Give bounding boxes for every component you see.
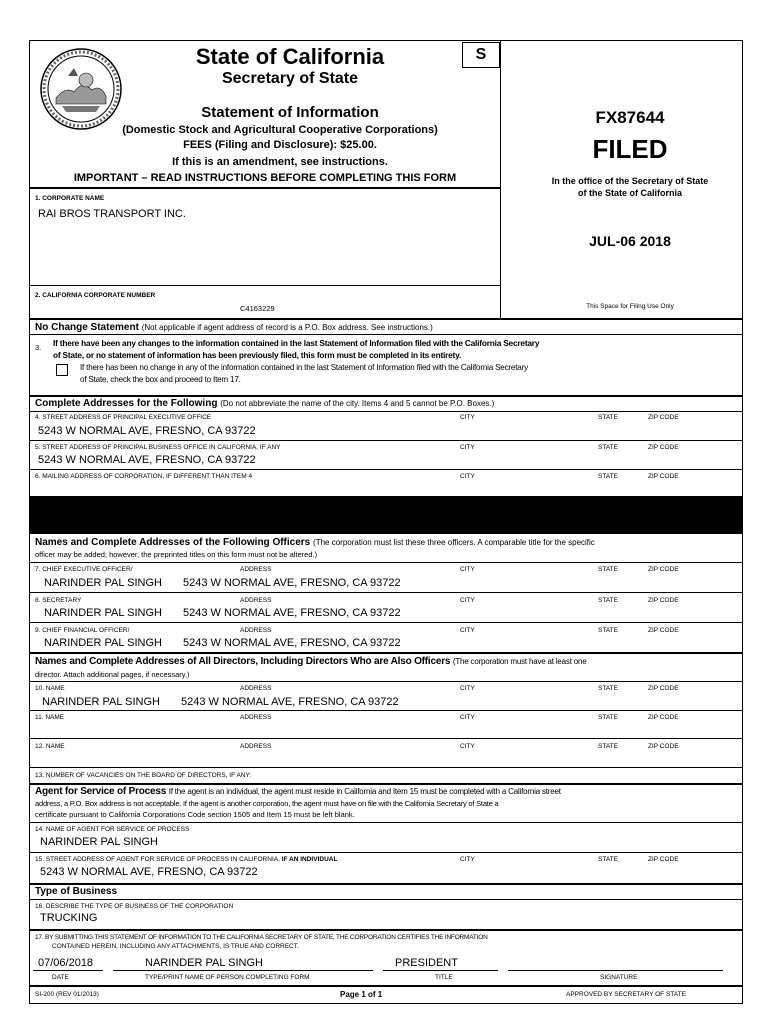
agent-title: Agent for Service of Process If the agent is an individual, the agent must reside in California and Item 15 must be completed with a California street — [35, 786, 561, 797]
redaction-bar — [29, 496, 743, 534]
state-seal-icon — [38, 46, 124, 132]
item-10-city-label: CITY — [460, 685, 475, 692]
no-change-check-line1: If there has been no change in any of the information contained in the last Statement of Information filed with the California Secretary — [80, 363, 528, 372]
item-8-state-label: STATE — [598, 597, 618, 604]
signature-label: SIGNATURE — [600, 974, 638, 981]
item-4-value: 5243 W NORMAL AVE, FRESNO, CA 93722 — [38, 425, 256, 437]
corporate-name-value: RAI BROS TRANSPORT INC. — [38, 208, 186, 220]
corporate-number-value: C4163229 — [240, 304, 275, 313]
no-change-title: No Change Statement (Not applicable if agent address of record is a P.O. Box address. See instructions.) — [35, 322, 433, 333]
item-7-name: NARINDER PAL SINGH — [44, 577, 162, 589]
item-8-label: 8. SECRETARY — [35, 597, 82, 604]
item-7-city-label: CITY — [460, 566, 475, 573]
filing-office-line1: In the office of the Secretary of State — [551, 176, 709, 186]
filing-space-note: This Space for Filing Use Only — [586, 303, 674, 310]
item-4-label: 4. STREET ADDRESS OF PRINCIPAL EXECUTIVE OFFICE — [35, 414, 212, 421]
item-5-value: 5243 W NORMAL AVE, FRESNO, CA 93722 — [38, 454, 256, 466]
item-14-value: NARINDER PAL SINGH — [40, 836, 158, 848]
no-change-checkbox[interactable] — [56, 364, 68, 376]
no-change-check-line2: of State, check the box and proceed to Item 17. — [80, 375, 241, 384]
signature-date: 07/06/2018 — [38, 957, 94, 969]
item-12-address-label: ADDRESS — [240, 743, 272, 750]
approved-line: APPROVED BY SECRETARY OF STATE — [566, 991, 686, 998]
filing-date: JUL-06 2018 — [589, 233, 671, 249]
agent-note3: certificate pursuant to California Corporations Code section 1505 and Item 15 must be left blank. — [35, 810, 355, 819]
item-10-state-label: STATE — [598, 685, 618, 692]
item-7-address-label: ADDRESS — [240, 566, 272, 573]
item-9-zip-label: ZIP CODE — [648, 627, 679, 634]
item-11-city-label: CITY — [460, 714, 475, 721]
item-5-city-label: CITY — [460, 444, 475, 451]
item-6-city-label: CITY — [460, 473, 475, 480]
signature-title: PRESIDENT — [395, 957, 458, 969]
item-9-address: 5243 W NORMAL AVE, FRESNO, CA 93722 — [183, 637, 401, 649]
item-7-state-label: STATE — [598, 566, 618, 573]
item-13-label: 13. NUMBER OF VACANCIES ON THE BOARD OF DIRECTORS, IF ANY: — [35, 772, 252, 779]
business-title: Type of Business — [35, 886, 118, 897]
form-heading: Statement of Information — [201, 104, 379, 121]
item-8-zip-label: ZIP CODE — [648, 597, 679, 604]
item-12-label: 12. NAME — [35, 743, 65, 750]
item-9-address-label: ADDRESS — [240, 627, 272, 634]
filing-number: FX87644 — [595, 108, 665, 127]
item-15-value: 5243 W NORMAL AVE, FRESNO, CA 93722 — [40, 866, 258, 878]
form-code-box: S — [462, 42, 500, 68]
item-9-label: 9. CHIEF FINANCIAL OFFICER/ — [35, 627, 130, 634]
item-9-city-label: CITY — [460, 627, 475, 634]
item-6-label: 6. MAILING ADDRESS OF CORPORATION, IF DIFFERENT THAN ITEM 4 — [35, 473, 253, 480]
signature-name: NARINDER PAL SINGH — [145, 957, 263, 969]
filed-stamp: FILED — [592, 134, 668, 164]
item-12-city-label: CITY — [460, 743, 475, 750]
no-change-line1: If there have been any changes to the information contained in the last Statement of Information filed with the California Secretary — [53, 338, 540, 348]
form-id: SI-200 (REV 01/2013) — [35, 991, 99, 998]
item-11-label: 11. NAME — [35, 714, 65, 721]
item-6-state-label: STATE — [598, 473, 618, 480]
item-6-zip-label: ZIP CODE — [648, 473, 679, 480]
item-10-address: 5243 W NORMAL AVE, FRESNO, CA 93722 — [181, 696, 399, 708]
item-4-state-label: STATE — [598, 414, 618, 421]
item-15-state-label: STATE — [598, 856, 618, 863]
item-14-label: 14. NAME OF AGENT FOR SERVICE OF PROCESS — [35, 826, 190, 833]
item-5-state-label: STATE — [598, 444, 618, 451]
item-15-label: 15. STREET ADDRESS OF AGENT FOR SERVICE OF PROCESS IN CALIFORNIA, IF AN INDIVIDUAL — [35, 856, 338, 863]
item-16-label: 16. DESCRIBE THE TYPE OF BUSINESS OF THE CORPORATION — [35, 903, 234, 910]
page-number: Page 1 of 1 — [340, 990, 383, 999]
fees-line: FEES (Filing and Disclosure): $25.00. — [183, 139, 377, 151]
item-7-zip-label: ZIP CODE — [648, 566, 679, 573]
addresses-title: Complete Addresses for the Following (Do not abbreviate the name of the city. Items 4 and 5 cannot be P.O. Boxes.) — [35, 398, 495, 409]
name-label: TYPE/PRINT NAME OF PERSON COMPLETING FORM — [145, 974, 310, 981]
corporate-name-label: 1. CORPORATE NAME — [35, 195, 105, 202]
page-title: State of California — [195, 44, 385, 69]
item-5-zip-label: ZIP CODE — [648, 444, 679, 451]
item-8-name: NARINDER PAL SINGH — [44, 607, 162, 619]
item-11-state-label: STATE — [598, 714, 618, 721]
item-10-label: 10. NAME — [35, 685, 65, 692]
item-17-statement1: 17. BY SUBMITTING THIS STATEMENT OF INFORMATION TO THE CALIFORNIA SECRETARY OF STATE, THE CORPORATION CERTIFIES THE INFORMATION — [35, 934, 488, 941]
officers-note2: officer may be added; however, the preprinted titles on this form must not be altered.) — [35, 550, 318, 559]
item-9-state-label: STATE — [598, 627, 618, 634]
item-8-address-label: ADDRESS — [240, 597, 272, 604]
item-11-address-label: ADDRESS — [240, 714, 272, 721]
title-label: TITLE — [435, 974, 453, 981]
item-5-label: 5. STREET ADDRESS OF PRINCIPAL BUSINESS OFFICE IN CALIFORNIA, IF ANY — [35, 444, 281, 451]
item-8-address: 5243 W NORMAL AVE, FRESNO, CA 93722 — [183, 607, 401, 619]
item-11-zip-label: ZIP CODE — [648, 714, 679, 721]
item-4-city-label: CITY — [460, 414, 475, 421]
corporate-number-label: 2. CALIFORNIA CORPORATE NUMBER — [35, 292, 156, 299]
item-4-zip-label: ZIP CODE — [648, 414, 679, 421]
item-12-zip-label: ZIP CODE — [648, 743, 679, 750]
item-15-city-label: CITY — [460, 856, 475, 863]
officers-title: Names and Complete Addresses of the Following Officers (The corporation must list these three officers. A comparable title for the specific — [35, 537, 595, 548]
form-subheading: (Domestic Stock and Agricultural Cooperative Corporations) — [122, 124, 438, 136]
item-9-name: NARINDER PAL SINGH — [44, 637, 162, 649]
item-7-address: 5243 W NORMAL AVE, FRESNO, CA 93722 — [183, 577, 401, 589]
item-10-address-label: ADDRESS — [240, 685, 272, 692]
agent-note2: address, a P.O. Box address is not acceptable. If the agent is another corporation, the agent must have on file with the California Secretary of State a — [35, 799, 499, 808]
date-label: DATE — [52, 974, 69, 981]
item-7-label: 7. CHIEF EXECUTIVE OFFICER/ — [35, 566, 133, 573]
item-3-number: 3. — [35, 343, 42, 352]
item-15-zip-label: ZIP CODE — [648, 856, 679, 863]
item-12-state-label: STATE — [598, 743, 618, 750]
important-line: IMPORTANT – READ INSTRUCTIONS BEFORE COMPLETING THIS FORM — [73, 172, 457, 184]
item-8-city-label: CITY — [460, 597, 475, 604]
page-subtitle: Secretary of State — [221, 70, 359, 87]
item-10-name: NARINDER PAL SINGH — [42, 696, 160, 708]
amendment-line: If this is an amendment, see instructions. — [172, 156, 388, 168]
item-10-zip-label: ZIP CODE — [648, 685, 679, 692]
directors-title: Names and Complete Addresses of All Directors, Including Directors Who are Also Officers (The corporation must have at least one — [35, 656, 587, 667]
no-change-line2: of State, or no statement of information has been previously filed, this form must be completed in its entirety. — [53, 350, 462, 360]
directors-note2: director. Attach additional pages, if necessary.) — [35, 670, 190, 679]
filing-office-line2: of the State of California — [577, 188, 682, 198]
item-16-value: TRUCKING — [40, 912, 98, 924]
item-17-statement2: CONTAINED HEREIN, INCLUDING ANY ATTACHMENTS, IS TRUE AND CORRECT. — [52, 943, 299, 950]
